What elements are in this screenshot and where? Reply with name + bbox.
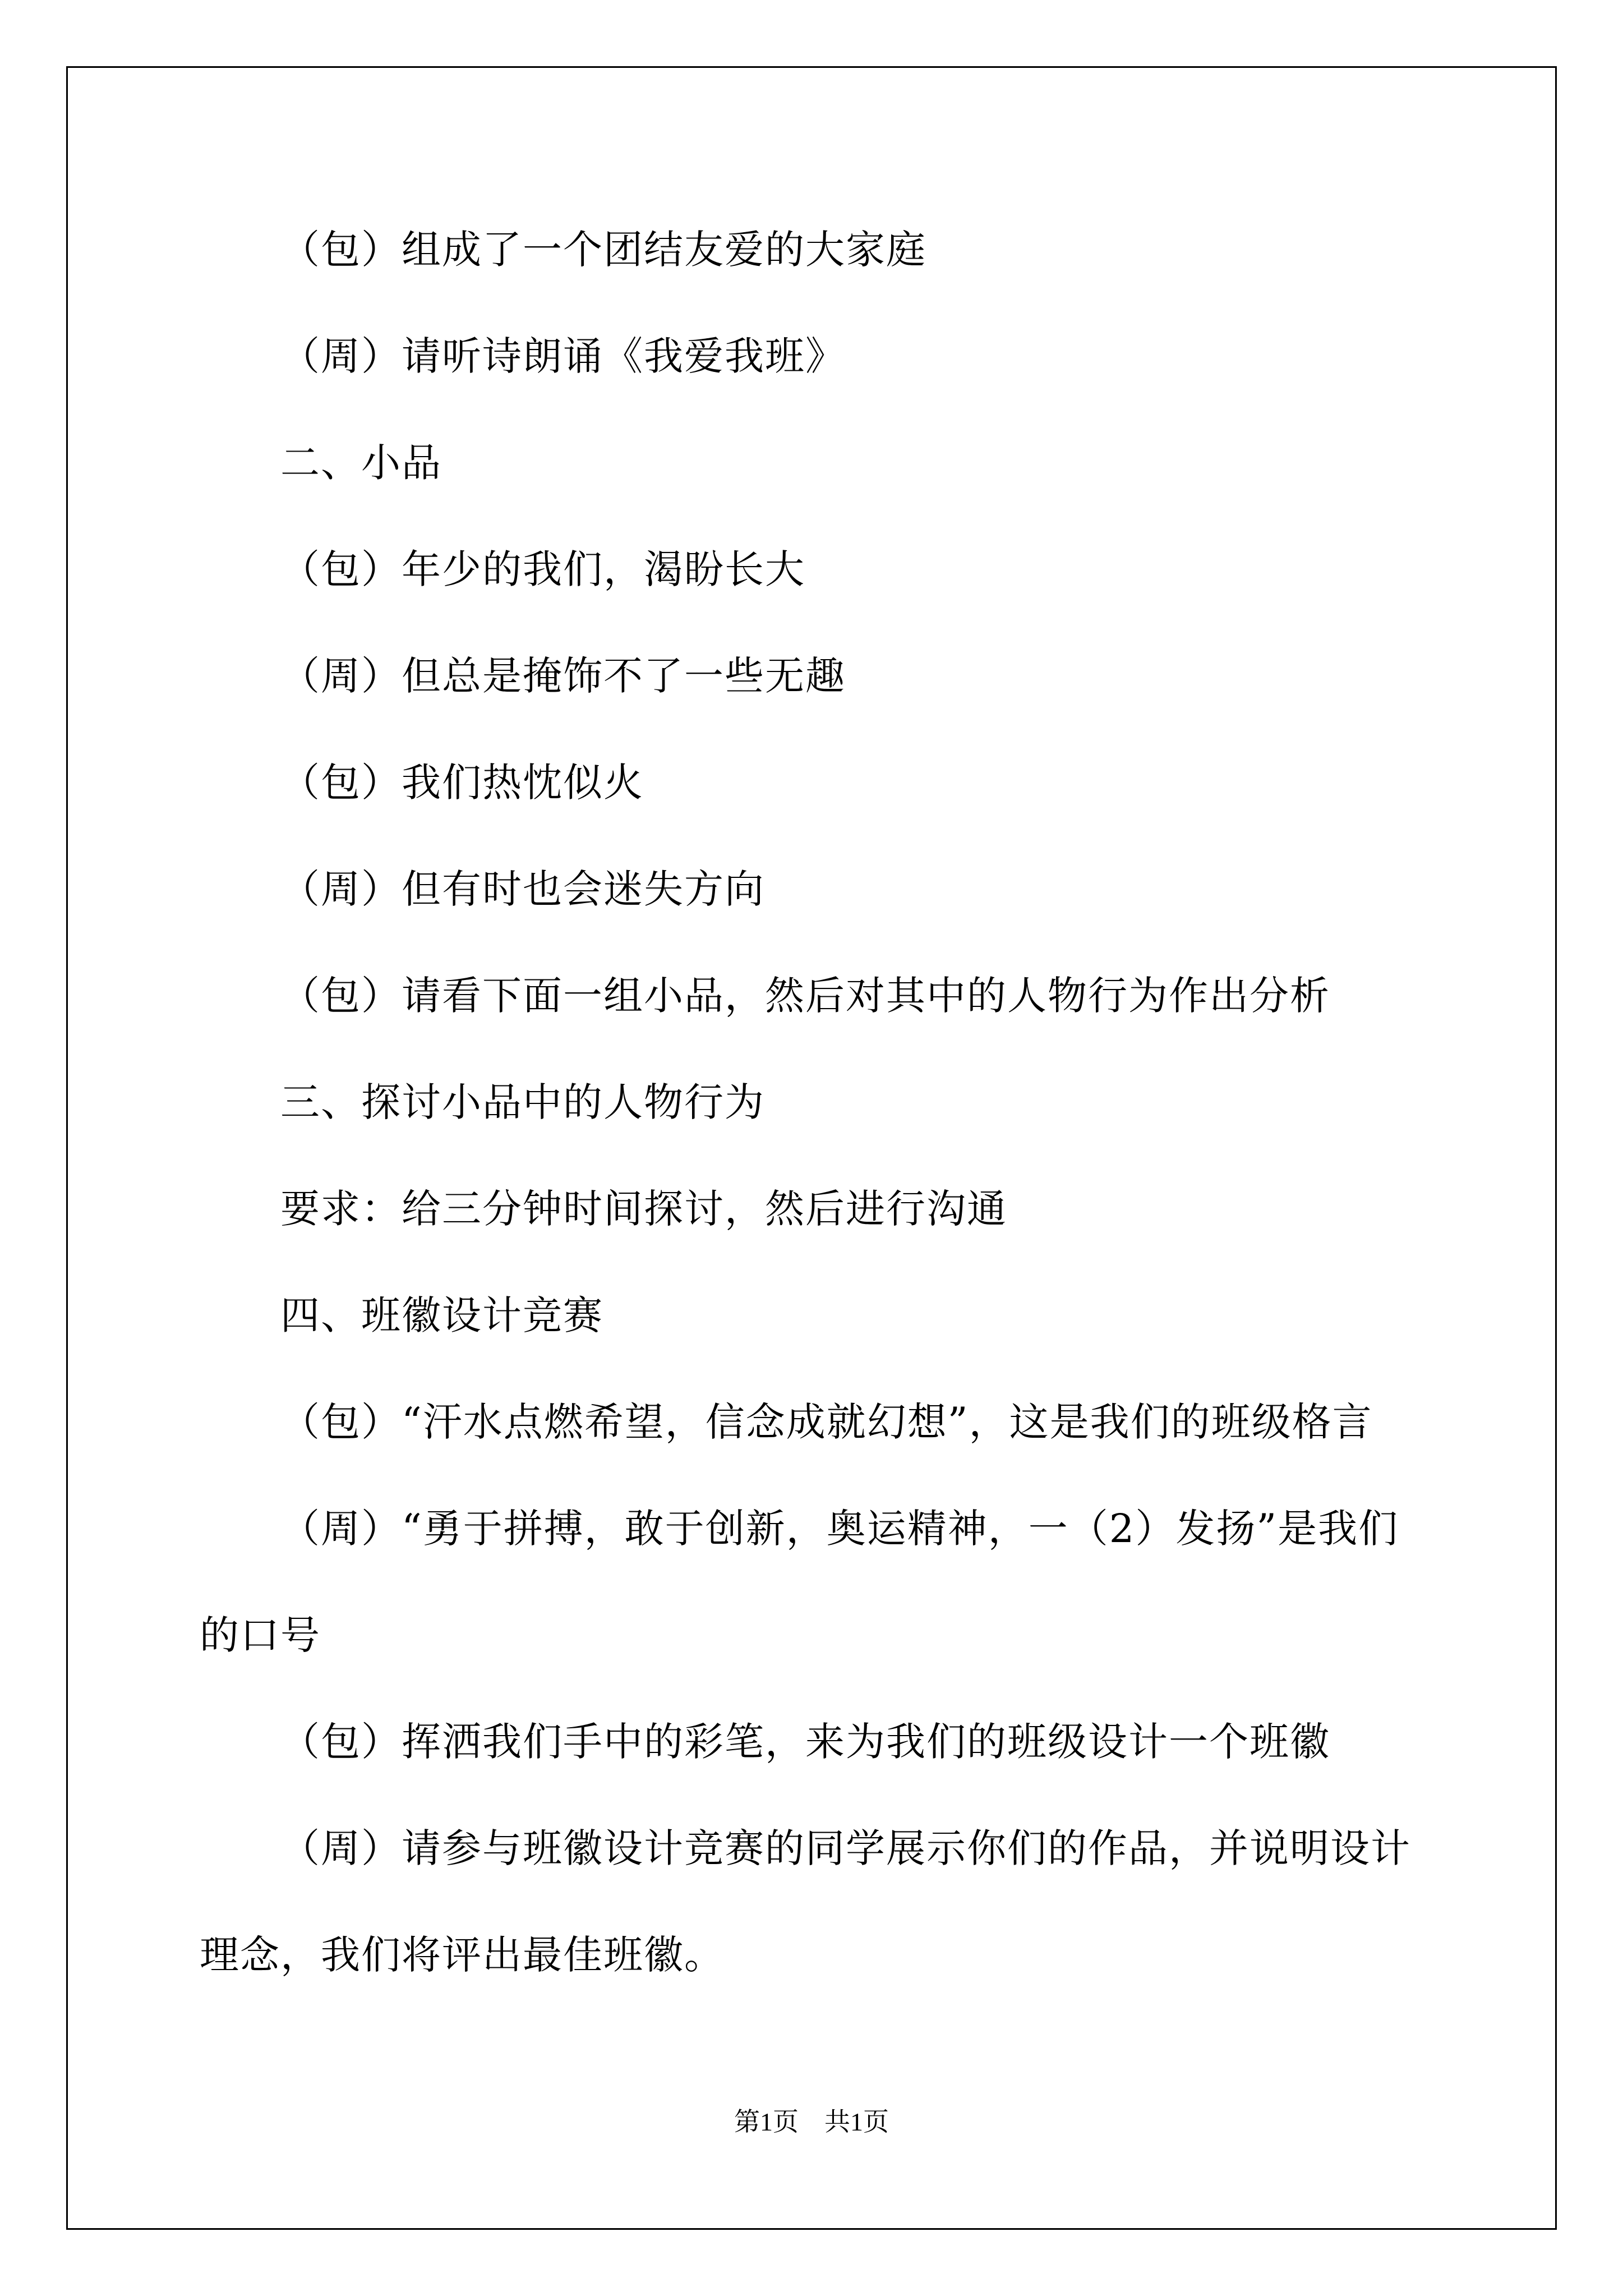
text-line-continuation: 理念，我们将评出最佳班徽。 — [200, 1932, 725, 1978]
page-number-footer: 第1页 共1页 — [734, 2108, 889, 2136]
text-line: （周）请听诗朗诵《我爱我班》 — [280, 333, 846, 379]
text-line: （周）但总是掩饰不了一些无趣 — [280, 653, 846, 699]
text-line: （周）请参与班徽设计竞赛的同学展示你们的作品，并说明设计 — [280, 1825, 1411, 1871]
text-line: 要求：给三分钟时间探讨，然后进行沟通 — [280, 1186, 1007, 1232]
text-line: （包）请看下面一组小品，然后对其中的人物行为作出分析 — [280, 973, 1330, 1019]
text-line: （包）“汗水点燃希望，信念成就幻想”，这是我们的班级格言 — [280, 1399, 1373, 1445]
text-line: （包）我们热忱似火 — [280, 760, 644, 806]
text-line-continuation: 的口号 — [200, 1612, 321, 1658]
text-line: （包）挥洒我们手中的彩笔，来为我们的班级设计一个班徽 — [280, 1719, 1330, 1765]
page-border — [66, 66, 1557, 2230]
text-line: （周）但有时也会迷失方向 — [280, 866, 765, 912]
section-heading: 三、探讨小品中的人物行为 — [280, 1079, 765, 1125]
text-line: （包）年少的我们，渴盼长大 — [280, 546, 805, 592]
text-line: （周）“勇于拼搏，敢于创新，奥运精神，一（2）发扬”是我们 — [280, 1506, 1399, 1552]
section-heading: 二、小品 — [280, 440, 442, 486]
section-heading: 四、班徽设计竞赛 — [280, 1292, 603, 1338]
text-line: （包）组成了一个团结友爱的大家庭 — [280, 227, 926, 273]
